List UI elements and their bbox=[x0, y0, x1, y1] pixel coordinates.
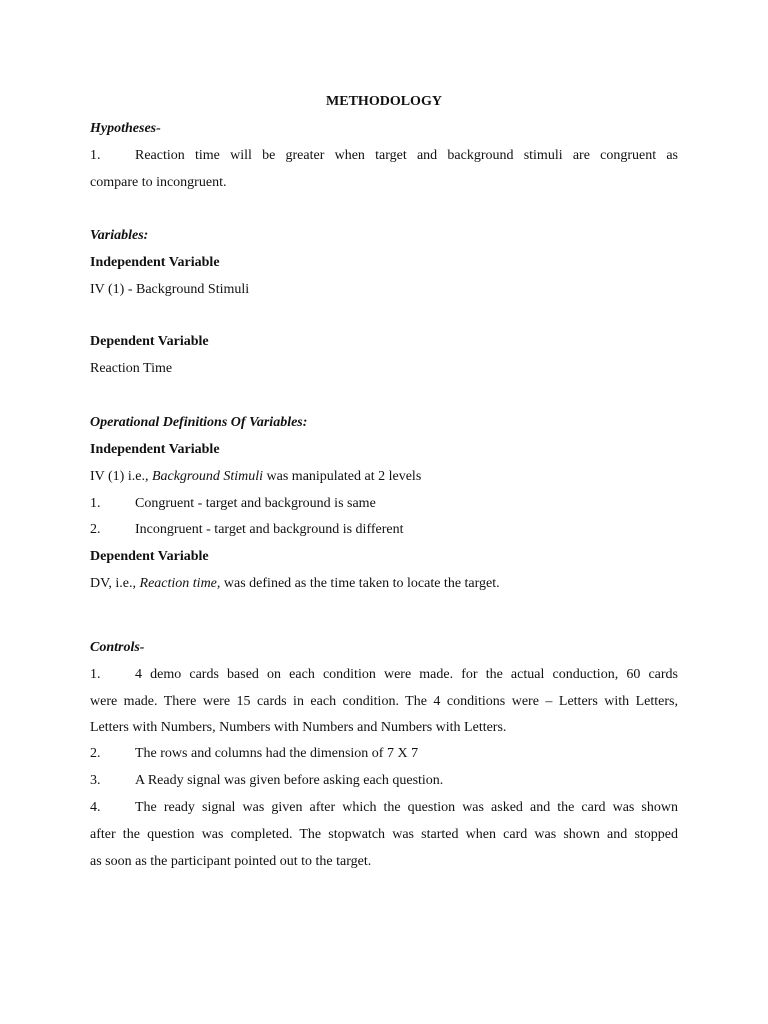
control-number: 1. bbox=[90, 667, 101, 682]
operational-definitions-heading: Operational Definitions Of Variables: bbox=[90, 415, 308, 430]
op-dependent-variable-definition bbox=[90, 575, 678, 593]
iv-prefix: IV (1) i.e., bbox=[90, 469, 152, 484]
op-independent-variable-heading: Independent Variable bbox=[90, 442, 220, 457]
hypothesis-line-2: compare to incongruent. bbox=[90, 175, 227, 190]
control-4-line-2: after the question was completed. The stopwatch was started when card was shown and stopped bbox=[90, 827, 678, 842]
level-text: Incongruent - target and background is different bbox=[135, 522, 404, 537]
controls-heading: Controls- bbox=[90, 640, 145, 655]
dependent-variable-text: Reaction Time bbox=[90, 361, 173, 376]
control-2-text: The rows and columns had the dimension of 7 X 7 bbox=[135, 746, 419, 761]
independent-variable-text: IV (1) - Background Stimuli bbox=[90, 282, 250, 297]
dv-suffix: was defined as the time taken to locate the target. bbox=[220, 576, 500, 591]
level-text: Congruent - target and background is same bbox=[135, 496, 376, 511]
level-number: 2. bbox=[90, 522, 101, 537]
page-title: METHODOLOGY bbox=[326, 94, 442, 109]
dv-italic-term: Reaction time, bbox=[139, 576, 221, 591]
hypothesis-line-1: Reaction time will be greater when target and background stimuli are congruent as bbox=[135, 148, 678, 163]
control-1-line-2: were made. There were 15 cards in each condition. The 4 conditions were – Letters with Letters, bbox=[90, 694, 678, 709]
variables-heading: Variables: bbox=[90, 228, 149, 243]
iv-italic-term: Background Stimuli bbox=[151, 469, 264, 484]
dv-prefix: DV, i.e., bbox=[90, 576, 140, 591]
op-independent-variable-definition bbox=[90, 468, 678, 486]
control-4-line-1: The ready signal was given after which the question was asked and the card was shown bbox=[135, 800, 678, 815]
control-number: 2. bbox=[90, 746, 101, 761]
op-dependent-variable-heading: Dependent Variable bbox=[90, 549, 209, 564]
control-number: 3. bbox=[90, 773, 101, 788]
control-number: 4. bbox=[90, 800, 101, 815]
independent-variable-heading: Independent Variable bbox=[90, 255, 220, 270]
control-1-line-1: 4 demo cards based on each condition were made. for the actual conduction, 60 cards bbox=[135, 667, 678, 682]
iv-suffix: was manipulated at 2 levels bbox=[263, 469, 422, 484]
control-1-line-3: Letters with Numbers, Numbers with Numbers and Numbers with Letters. bbox=[90, 720, 507, 735]
hypotheses-heading: Hypotheses- bbox=[90, 121, 161, 136]
hypothesis-number: 1. bbox=[90, 148, 101, 163]
level-number: 1. bbox=[90, 496, 101, 511]
dependent-variable-heading: Dependent Variable bbox=[90, 334, 209, 349]
control-4-line-3: as soon as the participant pointed out to the target. bbox=[90, 854, 372, 869]
control-3-text: A Ready signal was given before asking each question. bbox=[135, 773, 444, 788]
